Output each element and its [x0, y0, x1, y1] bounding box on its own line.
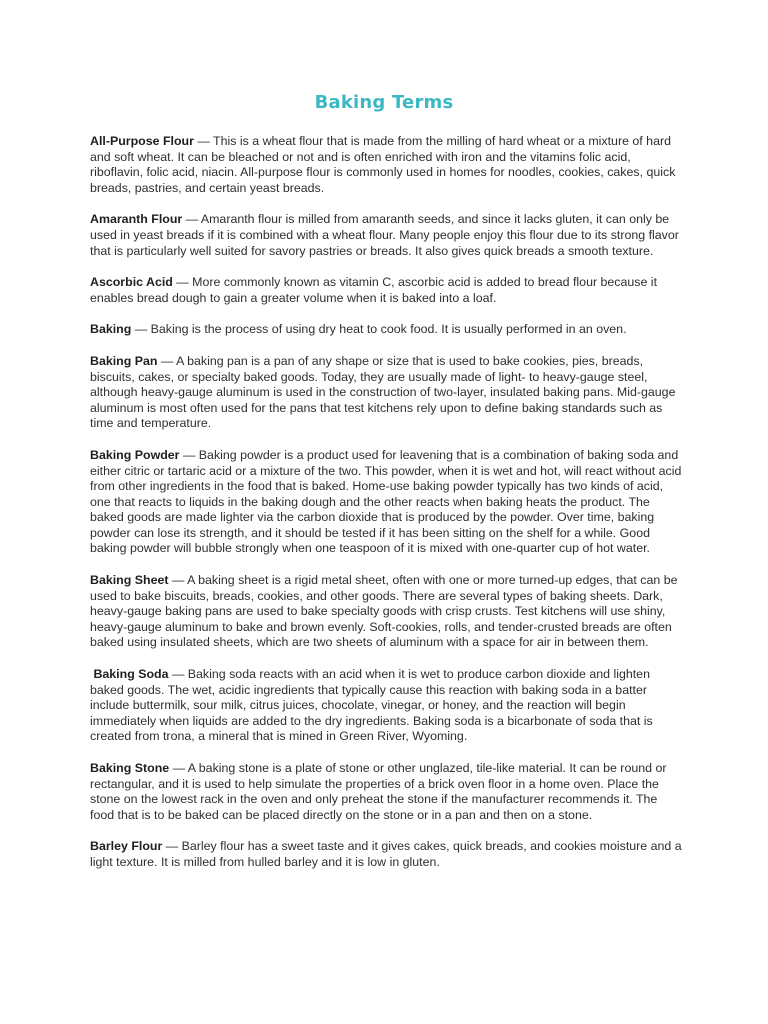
- term-separator: —: [169, 761, 188, 775]
- glossary-definition: Baking powder is a product used for leavening that is a combination of baking soda and either citric or tartaric acid or a mixture of the two. This powder, when it is wet and hot, will react without acid from other ingredients in the food that is baked. Home-use baking powder typically has two kinds of acid, one that reacts to liquids in the baking dough and the other reacts when baking heats the product. The baked goods are made lighter via the carbon dioxide that is produced by the powder. Over time, baking powder can lose its strength, and it should be tested if it has been sitting on the shelf for a while. Good baking powder will bubble strongly when one teaspoon of it is mixed with one-quarter cup of hot water.: [90, 447, 682, 556]
- term-separator: —: [193, 134, 214, 148]
- glossary-definition: A baking sheet is a rigid metal sheet, often with one or more turned-up edges, that can be used to bake biscuits, breads, cookies, and other goods. There are several types of baking sheets. Dark, heavy-gauge baking pans are used to bake specialty goods with crisp crusts. Test kitchens will use shiny, heavy-gauge aluminum to bake and brown evenly. Soft-cookies, rolls, and tender-crusted breads are often baked using insulated sheets, which are two sheets of aluminum with a space for air in between them.: [90, 573, 678, 650]
- glossary-definition: This is a wheat flour that is made from the milling of hard wheat or a mixture of hard and soft wheat. It can be bleached or not and is often enriched with iron and the vitamins folic acid, riboflavin, folic acid, niacin. All-purpose flour is commonly used in homes for noodles, cookies, cakes, quick breads, pastries, and certain yeast breads.: [90, 134, 676, 195]
- glossary-entry-ascorbic-acid: [90, 275, 682, 306]
- glossary-term: Ascorbic Acid: [90, 275, 173, 290]
- glossary-definition: A baking stone is a plate of stone or other unglazed, tile-like material. It can be round or rectangular, and it is used to help simulate the properties of a brick oven floor in a home oven. Place the stone on the lowest rack in the oven and only preheat the stone if the manufacturer recommends it. The food that is to be baked can be placed directly on the stone or in a pan and then on a stone.: [90, 761, 667, 822]
- glossary-definition: Barley flour has a sweet taste and it gives cakes, quick breads, and cookies moisture and a light texture. It is milled from hulled barley and it is low in gluten.: [90, 839, 682, 869]
- glossary-term: Baking Sheet: [90, 573, 169, 588]
- glossary-term: Barley Flour: [90, 839, 163, 854]
- glossary-entry-baking-sheet: [90, 573, 682, 651]
- glossary-list: [90, 134, 682, 887]
- glossary-entry-baking-powder: [90, 448, 682, 557]
- glossary-entry-all-purpose-flour: [90, 134, 682, 196]
- term-separator: —: [179, 447, 199, 462]
- glossary-entry-baking: [90, 322, 682, 338]
- term-separator: —: [162, 839, 182, 854]
- glossary-entry-barley-flour: [90, 839, 682, 870]
- glossary-term: Baking: [90, 322, 132, 337]
- glossary-term: Baking Pan: [90, 353, 158, 368]
- glossary-entry-baking-stone: [90, 761, 682, 823]
- glossary-term: Baking Stone: [90, 761, 170, 775]
- term-separator: —: [168, 573, 188, 588]
- glossary-definition: A baking pan is a pan of any shape or size that is used to bake cookies, pies, breads, biscuits, cakes, or specialty baked goods. Today, they are usually made of light- to heavy-gauge steel, although heavy-gauge aluminum is used in the construction of two-layer, insulated baking pans. Mid-gauge aluminum is most often used for the pans that test kitchens rely upon to define baking standards such as time and temperature.: [90, 353, 676, 431]
- glossary-definition: More commonly known as vitamin C, ascorbic acid is added to bread flour because it enables bread dough to gain a greater volume when it is baked into a loaf.: [90, 275, 658, 305]
- glossary-entry-amaranth-flour: [90, 212, 682, 259]
- document-title: Baking Terms: [314, 92, 454, 113]
- glossary-definition: Amaranth flour is milled from amaranth seeds, and since it lacks gluten, it can only be used in yeast breads if it is combined with a wheat flour. Many people enjoy this flour due to its strong flavor that is particularly well suited for savory pastries or breads. It also gives quick breads a smooth texture.: [90, 212, 679, 258]
- term-separator: —: [131, 322, 151, 337]
- glossary-definition: Baking soda reacts with an acid when it is wet to produce carbon dioxide and lighten baked goods. The wet, acidic ingredients that typically cause this reaction with baking soda in a batter include buttermilk, sour milk, citrus juices, chocolate, vinegar, or honey, and the reaction will begin immediately when liquids are added to the dry ingredients. Baking soda is a bicarbonate of soda that is created from trona, a mineral that is mined in Green River, Wyoming.: [90, 667, 653, 744]
- term-separator: —: [157, 353, 177, 368]
- glossary-term: Amaranth Flour: [90, 212, 183, 227]
- glossary-definition: Baking is the process of using dry heat to cook food. It is usually performed in an oven.: [150, 322, 627, 337]
- term-separator: —: [172, 275, 193, 290]
- glossary-term: Baking Powder: [90, 447, 180, 462]
- glossary-term: All-Purpose Flour: [90, 134, 194, 148]
- glossary-entry-baking-pan: [90, 354, 682, 432]
- term-separator: —: [168, 667, 188, 682]
- glossary-term: Baking Soda: [93, 667, 169, 682]
- glossary-entry-baking-soda: [90, 667, 682, 745]
- term-separator: —: [182, 212, 201, 227]
